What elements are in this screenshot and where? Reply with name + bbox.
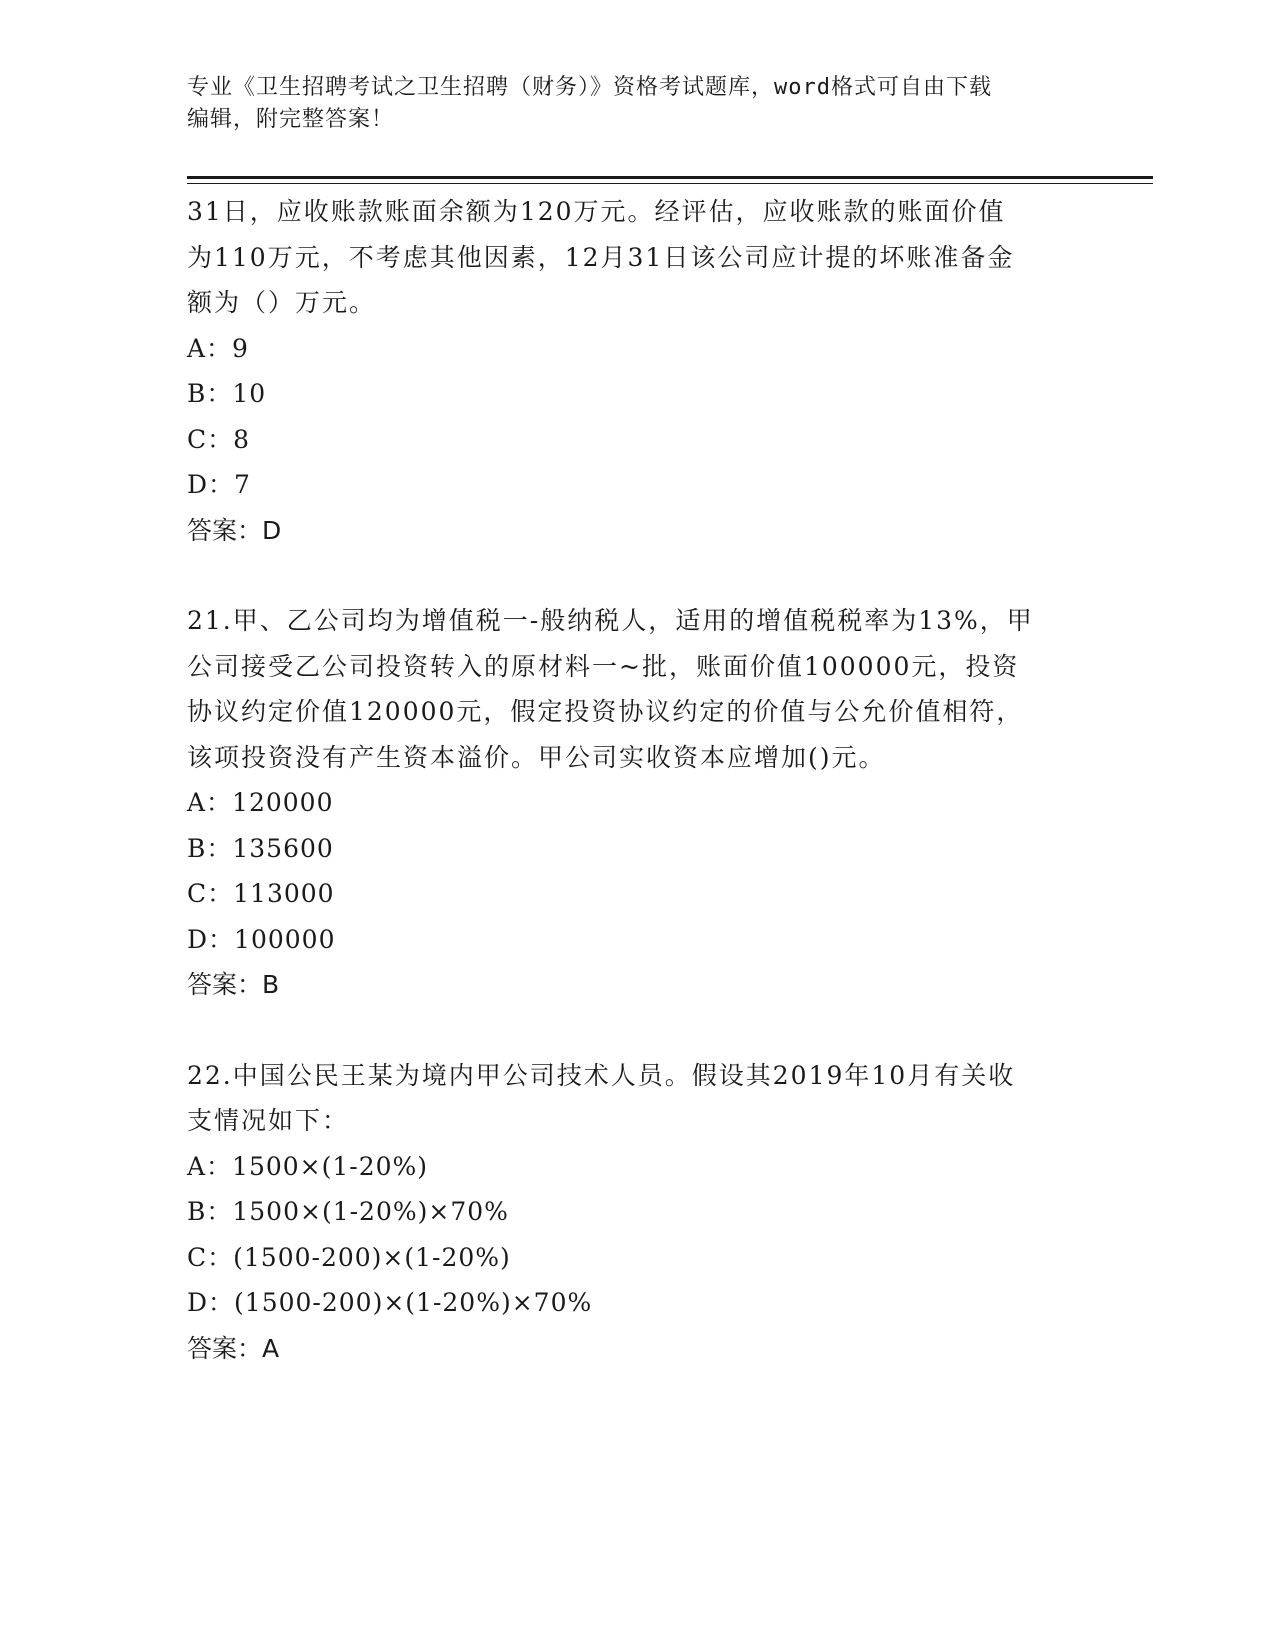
spacer <box>187 553 1087 598</box>
answer-label: 答案：A <box>187 1333 280 1363</box>
question-text-line: 31日，应收账款账面余额为120万元。经评估，应收账款的账面价值 <box>187 197 1006 226</box>
answer-label: 答案：B <box>187 970 280 999</box>
option-b: B：10 <box>187 379 267 408</box>
question-text-line: 协议约定价值120000元，假定投资协议约定的价值与公允价值相符， <box>187 697 1024 726</box>
question-list <box>187 189 1087 1371</box>
option-d: D：7 <box>187 470 251 499</box>
answer-label: 答案：D <box>187 515 282 545</box>
option-a: A：9 <box>187 333 249 363</box>
header-line-2: 编辑，附完整答案！ <box>187 107 395 132</box>
question-text-line: 额为（）万元。 <box>187 288 377 317</box>
question-block <box>187 189 1087 553</box>
question-block <box>187 1053 1087 1372</box>
header-divider-thin <box>187 183 1153 184</box>
question-block <box>187 598 1087 1008</box>
spacer <box>187 1008 1087 1053</box>
option-c: C：8 <box>187 424 251 454</box>
option-d: D：(1500-200)×(1-20%)×70% <box>187 1288 593 1317</box>
question-text-line: 为110万元，不考虑其他因素，12月31日该公司应计提的坏账准备金 <box>187 242 1015 272</box>
option-b: B：1500×(1-20%)×70% <box>187 1197 509 1226</box>
question-text-line: 公司接受乙公司投资转入的原材料一~批，账面价值100000元，投资 <box>187 651 1020 681</box>
option-c: C：113000 <box>187 879 335 908</box>
option-c: C：(1500-200)×(1-20%) <box>187 1242 511 1272</box>
question-text-line: 22.中国公民王某为境内甲公司技术人员。假设其2019年10月有关收 <box>187 1060 1016 1090</box>
question-text-line: 21.甲、乙公司均为增值税一-般纳税人，适用的增值税税率为13%，甲 <box>187 606 1034 635</box>
option-b: B：135600 <box>187 833 334 863</box>
option-a: A：120000 <box>187 788 334 817</box>
header-line-1: 专业《卫生招聘考试之卫生招聘（财务）》资格考试题库，word格式可自由下载 <box>187 75 992 100</box>
question-text-line: 支情况如下： <box>187 1106 350 1135</box>
header-divider-thick <box>187 176 1153 179</box>
option-a: A：1500×(1-20%) <box>187 1151 429 1181</box>
document-header <box>187 72 1087 136</box>
option-d: D：100000 <box>187 924 336 954</box>
question-text-line: 该项投资没有产生资本溢价。甲公司实收资本应增加()元。 <box>187 742 886 772</box>
